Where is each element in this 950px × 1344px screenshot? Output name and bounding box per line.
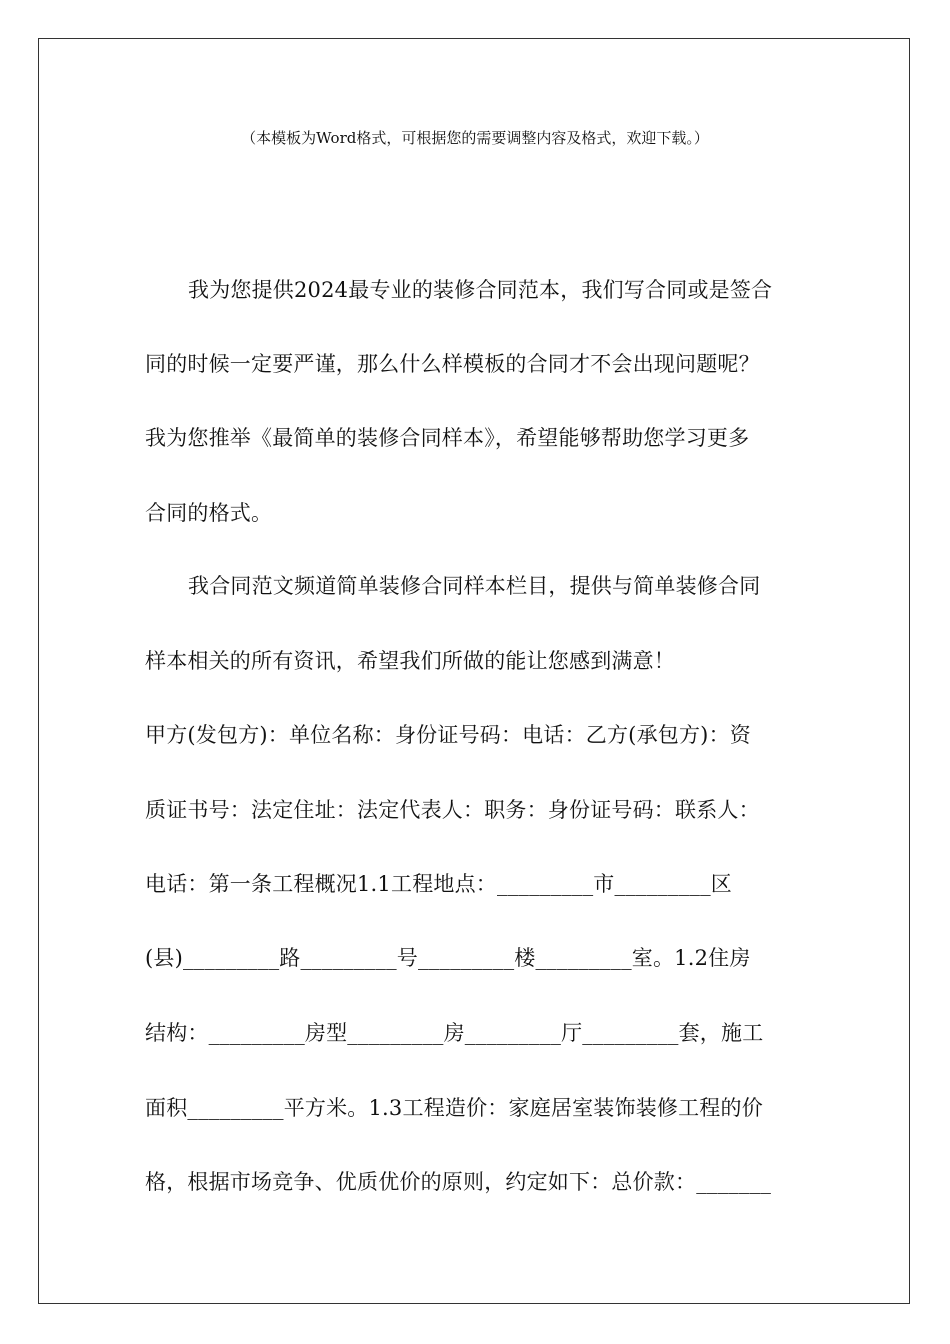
paragraph-line: 我为您提供2024最专业的装修合同范本，我们写合同或是签合 [188,278,773,302]
paragraph-line: 我为您推举《最简单的装修合同样本》，希望能够帮助您学习更多 [145,426,750,450]
paragraph-line: 面积_________平方米。1.3工程造价：家庭居室装饰装修工程的价 [145,1096,763,1120]
paragraph-line: 甲方(发包方)：单位名称：身份证号码：电话：乙方(承包方)：资 [145,723,751,747]
paragraph-line: 结构：_________房型_________房_________厅_________套，施工 [145,1021,764,1045]
paragraph-line: 同的时候一定要严谨，那么什么样模板的合同才不会出现问题呢？ [145,352,760,376]
paragraph-line: 电话：第一条工程概况1.1工程地点：_________市_________区 [145,872,732,896]
paragraph-line: (县)_________路_________号_________楼_________室。1.2住房 [145,946,751,970]
paragraph-line: 合同的格式。 [145,501,273,525]
paragraph-line: 样本相关的所有资讯，希望我们所做的能让您感到满意！ [145,649,675,673]
paragraph-line: 质证书号：法定住址：法定代表人：职务：身份证号码：联系人： [145,798,760,822]
paragraph-line: 我合同范文频道简单装修合同样本栏目，提供与简单装修合同 [188,574,761,598]
template-note: （本模板为Word格式，可根据您的需要调整内容及格式，欢迎下载。） [241,129,709,147]
paragraph-line: 格，根据市场竞争、优质优价的原则，约定如下：总价款：_______ [145,1170,772,1194]
